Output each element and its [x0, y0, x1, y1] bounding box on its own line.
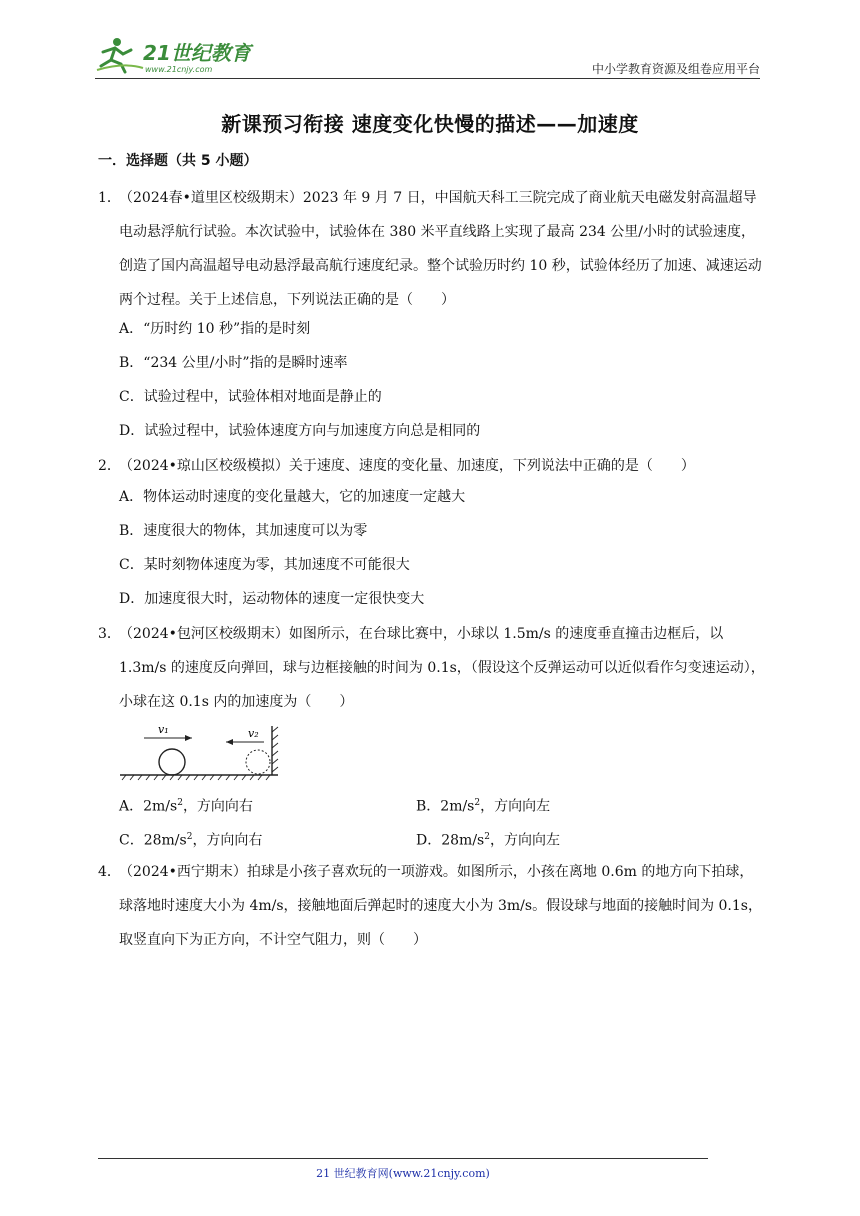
logo-text: 21世纪教育: [143, 41, 251, 65]
page-header: [95, 30, 760, 78]
question-number: 3．: [98, 626, 121, 642]
option-d: D．加速度很大时，运动物体的速度一定很快变大: [119, 591, 425, 607]
footer-divider: [98, 1158, 708, 1159]
option-c: C．某时刻物体速度为零，其加速度不可能很大: [119, 557, 410, 573]
question-3: [98, 617, 766, 719]
footer-link[interactable]: 21 世纪教育网(www.21cnjy.com): [316, 1167, 490, 1180]
question-stem: （2024•西宁期末）拍球是小孩子喜欢玩的一项游戏。如图所示，小孩在离地 0.6m 的地方向下拍球，球落地时速度大小为 4m/s，接触地面后弹起时的速度大小为 3m/s。假设球与地面的接触时间为 0.1s，取竖直向下为正方向，不计空气阻力，则（ ）: [119, 864, 762, 948]
question-number: 2．: [98, 458, 121, 474]
question-number: 1．: [98, 190, 121, 206]
question-stem: （2024•琼山区校级模拟）关于速度、速度的变化量、加速度，下列说法中正确的是（ ）: [119, 458, 695, 474]
question-2: [98, 449, 766, 483]
v1-label: v₁: [158, 723, 169, 736]
option-d: D．$28m/s^2$，方向向左: [416, 832, 560, 849]
billiard-figure: [118, 722, 283, 782]
option-b: B．“234 公里/小时”指的是瞬时速率: [119, 355, 348, 371]
platform-name: 中小学教育资源及组卷应用平台: [591, 62, 760, 76]
option-b: B．速度很大的物体，其加速度可以为零: [119, 523, 368, 539]
option-c: C．$28m/s^2$，方向向右: [119, 832, 263, 849]
option-b: B．$2m/s^2$，方向向左: [416, 798, 551, 815]
ball-after: [246, 750, 270, 774]
logo-url: www.21cnjy.com: [145, 65, 213, 74]
header-divider: [95, 78, 760, 79]
option-a: A．$2m/s^2$，方向向右: [119, 798, 253, 815]
option-c: C．试验过程中，试验体相对地面是静止的: [119, 389, 382, 405]
page-footer: [98, 1158, 708, 1181]
option-d: D．试验过程中，试验体速度方向与加速度方向总是相同的: [119, 423, 481, 439]
page-title: 新课预习衔接 速度变化快慢的描述——加速度: [221, 112, 639, 136]
question-number: 4．: [98, 864, 121, 880]
logo-icon: [95, 36, 260, 76]
question-stem: （2024春•道里区校级期末）2023 年 9 月 7 日，中国航天科工三院完成了商业航天电磁发射高温超导电动悬浮航行试验。本次试验中，试验体在 380 米平直线路上实现了最高 234 公里/小时的试验速度，创造了国内高温超导电动悬浮最高航行速度纪录。整个试验历时约 10 秒，试验体经历了加速、减速运动两个过程。关于上述信息，下列说法正确的是（ ）: [119, 190, 762, 308]
option-a: A．物体运动时速度的变化量越大，它的加速度一定越大: [119, 489, 466, 505]
section-heading: 一．选择题（共 5 小题）: [98, 153, 258, 169]
ball-before: [159, 749, 185, 775]
question-4: [98, 855, 766, 957]
option-a: A．“历时约 10 秒”指的是时刻: [119, 321, 311, 337]
v2-label: v₂: [248, 727, 259, 740]
question-stem: （2024•包河区校级期末）如图所示，在台球比赛中，小球以 1.5m/s 的速度垂直撞击边框后，以 1.3m/s 的速度反向弹回，球与边框接触的时间为 0.1s，（假设这个反弹运动可以近似看作匀变速运动），小球在这 0.1s 内的加速度为（ ）: [119, 626, 765, 710]
question-1: [98, 181, 766, 317]
